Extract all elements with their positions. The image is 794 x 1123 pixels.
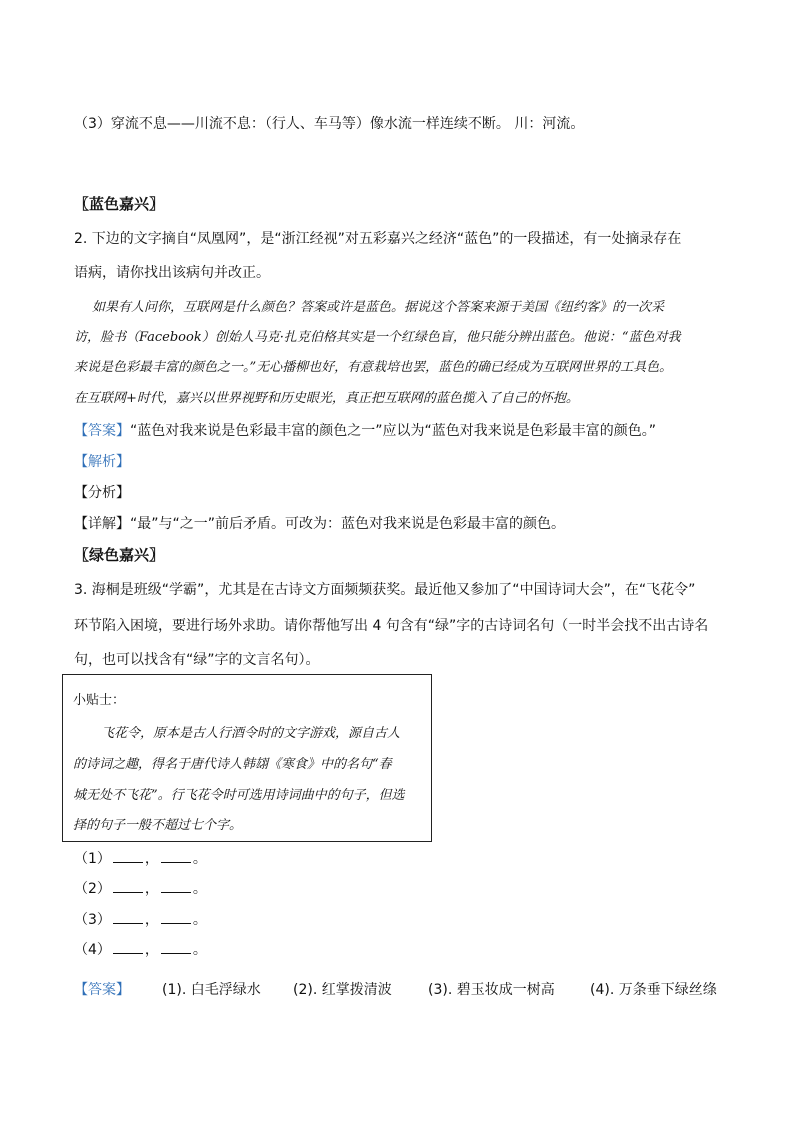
q3-answer-tag: 【答案】 [74, 982, 130, 998]
tip-line: 择的句子一般不超过七个字。 [73, 818, 243, 833]
answer-tag: 【答案】 [74, 423, 130, 439]
blank-line [113, 849, 143, 863]
q3-answer-item: (2). 红掌拨清波 [293, 982, 392, 998]
blank-label: （4） [74, 942, 111, 958]
q3-line-3: 句，也可以找含有“绿”字的文言名句）。 [74, 652, 320, 668]
blank-label: （3） [74, 912, 111, 928]
blank-line [113, 940, 143, 954]
detail-text: “最”与“之一”前后矛盾。可改为：蓝色对我来说是色彩最丰富的颜色。 [130, 516, 566, 532]
tip-title: 小贴士： [73, 693, 126, 708]
jiexi-tag: 【解析】 [74, 454, 130, 470]
fenxi-tag: 【分析】 [74, 485, 130, 501]
q2-passage-line: 如果有人问你，互联网是什么颜色？答案或许是蓝色。据说这个答案来源于美国《纽约客》的一次采 [92, 300, 665, 315]
q3-answer-item: (3). 碧玉妆成一树高 [428, 982, 555, 998]
blank-row: （2） ， 。 [74, 881, 207, 897]
section-title-blue: 〖蓝色嘉兴〗 [74, 195, 165, 213]
intro-line: （3）穿流不息——川流不息：（行人、车马等）像水流一样连续不断。 川：河流。 [74, 116, 585, 132]
q2-line-2: 语病，请你找出该病句并改正。 [74, 265, 270, 281]
q2-line-1: 2. 下边的文字摘自“凤凰网”，是“浙江经视”对五彩嘉兴之经济“蓝色”的一段描述，有一处摘录存在 [74, 231, 682, 247]
blank-line [113, 879, 143, 893]
blank-label: （1） [74, 851, 111, 867]
blank-line [161, 849, 191, 863]
q2-answer [74, 421, 656, 441]
q3-line-2: 环节陷入困境，要进行场外求助。请你帮他写出 4 句含有“绿”字的古诗词名句（一时半会找不出古诗名 [74, 618, 709, 634]
q2-passage-line: 来说是色彩最丰富的颜色之一。”无心播柳也好，有意栽培也罢，蓝色的确已经成为互联网世界的工具色。 [74, 360, 673, 375]
blank-line [161, 879, 191, 893]
detail-tag: 【详解】 [74, 516, 130, 532]
q2-passage-line: 访，脸书（Facebook）创始人马克·扎克伯格其实是一个红绿色盲，他只能分辨出蓝色。他说：“蓝色对我 [74, 330, 681, 345]
blank-line [161, 940, 191, 954]
tip-line: 城无处不飞花”。行飞花令时可选用诗词曲中的句子，但选 [73, 788, 405, 803]
q2-detail [74, 514, 565, 534]
answer-text: “蓝色对我来说是色彩最丰富的颜色之一”应以为“蓝色对我来说是色彩最丰富的颜色。” [130, 423, 657, 439]
blank-row: （4） ， 。 [74, 942, 207, 958]
q3-line-1: 3. 海桐是班级“学霸”，尤其是在古诗文方面频频获奖。最近他又参加了“中国诗词大会”，在“飞花令” [74, 582, 696, 598]
blank-row: （3） ， 。 [74, 912, 207, 928]
q3-answer-item: (4). 万条垂下绿丝绦 [590, 982, 717, 998]
blank-line [113, 910, 143, 924]
tip-line: 的诗词之趣，得名于唐代诗人韩翃《寒食》中的名句“春 [73, 757, 392, 772]
blank-row: （1） ， 。 [74, 851, 207, 867]
blank-label: （2） [74, 881, 111, 897]
blank-line [161, 910, 191, 924]
tip-line: 飞花令，原本是古人行酒令时的文字游戏，源自古人 [101, 726, 401, 741]
section-title-green: 〖绿色嘉兴〗 [74, 546, 165, 564]
q3-answer-item: (1). 白毛浮绿水 [162, 982, 261, 998]
tip-box [62, 674, 432, 842]
q2-passage-line: 在互联网+时代，嘉兴以世界视野和历史眼光，真正把互联网的蓝色揽入了自己的怀抱。 [74, 391, 579, 406]
